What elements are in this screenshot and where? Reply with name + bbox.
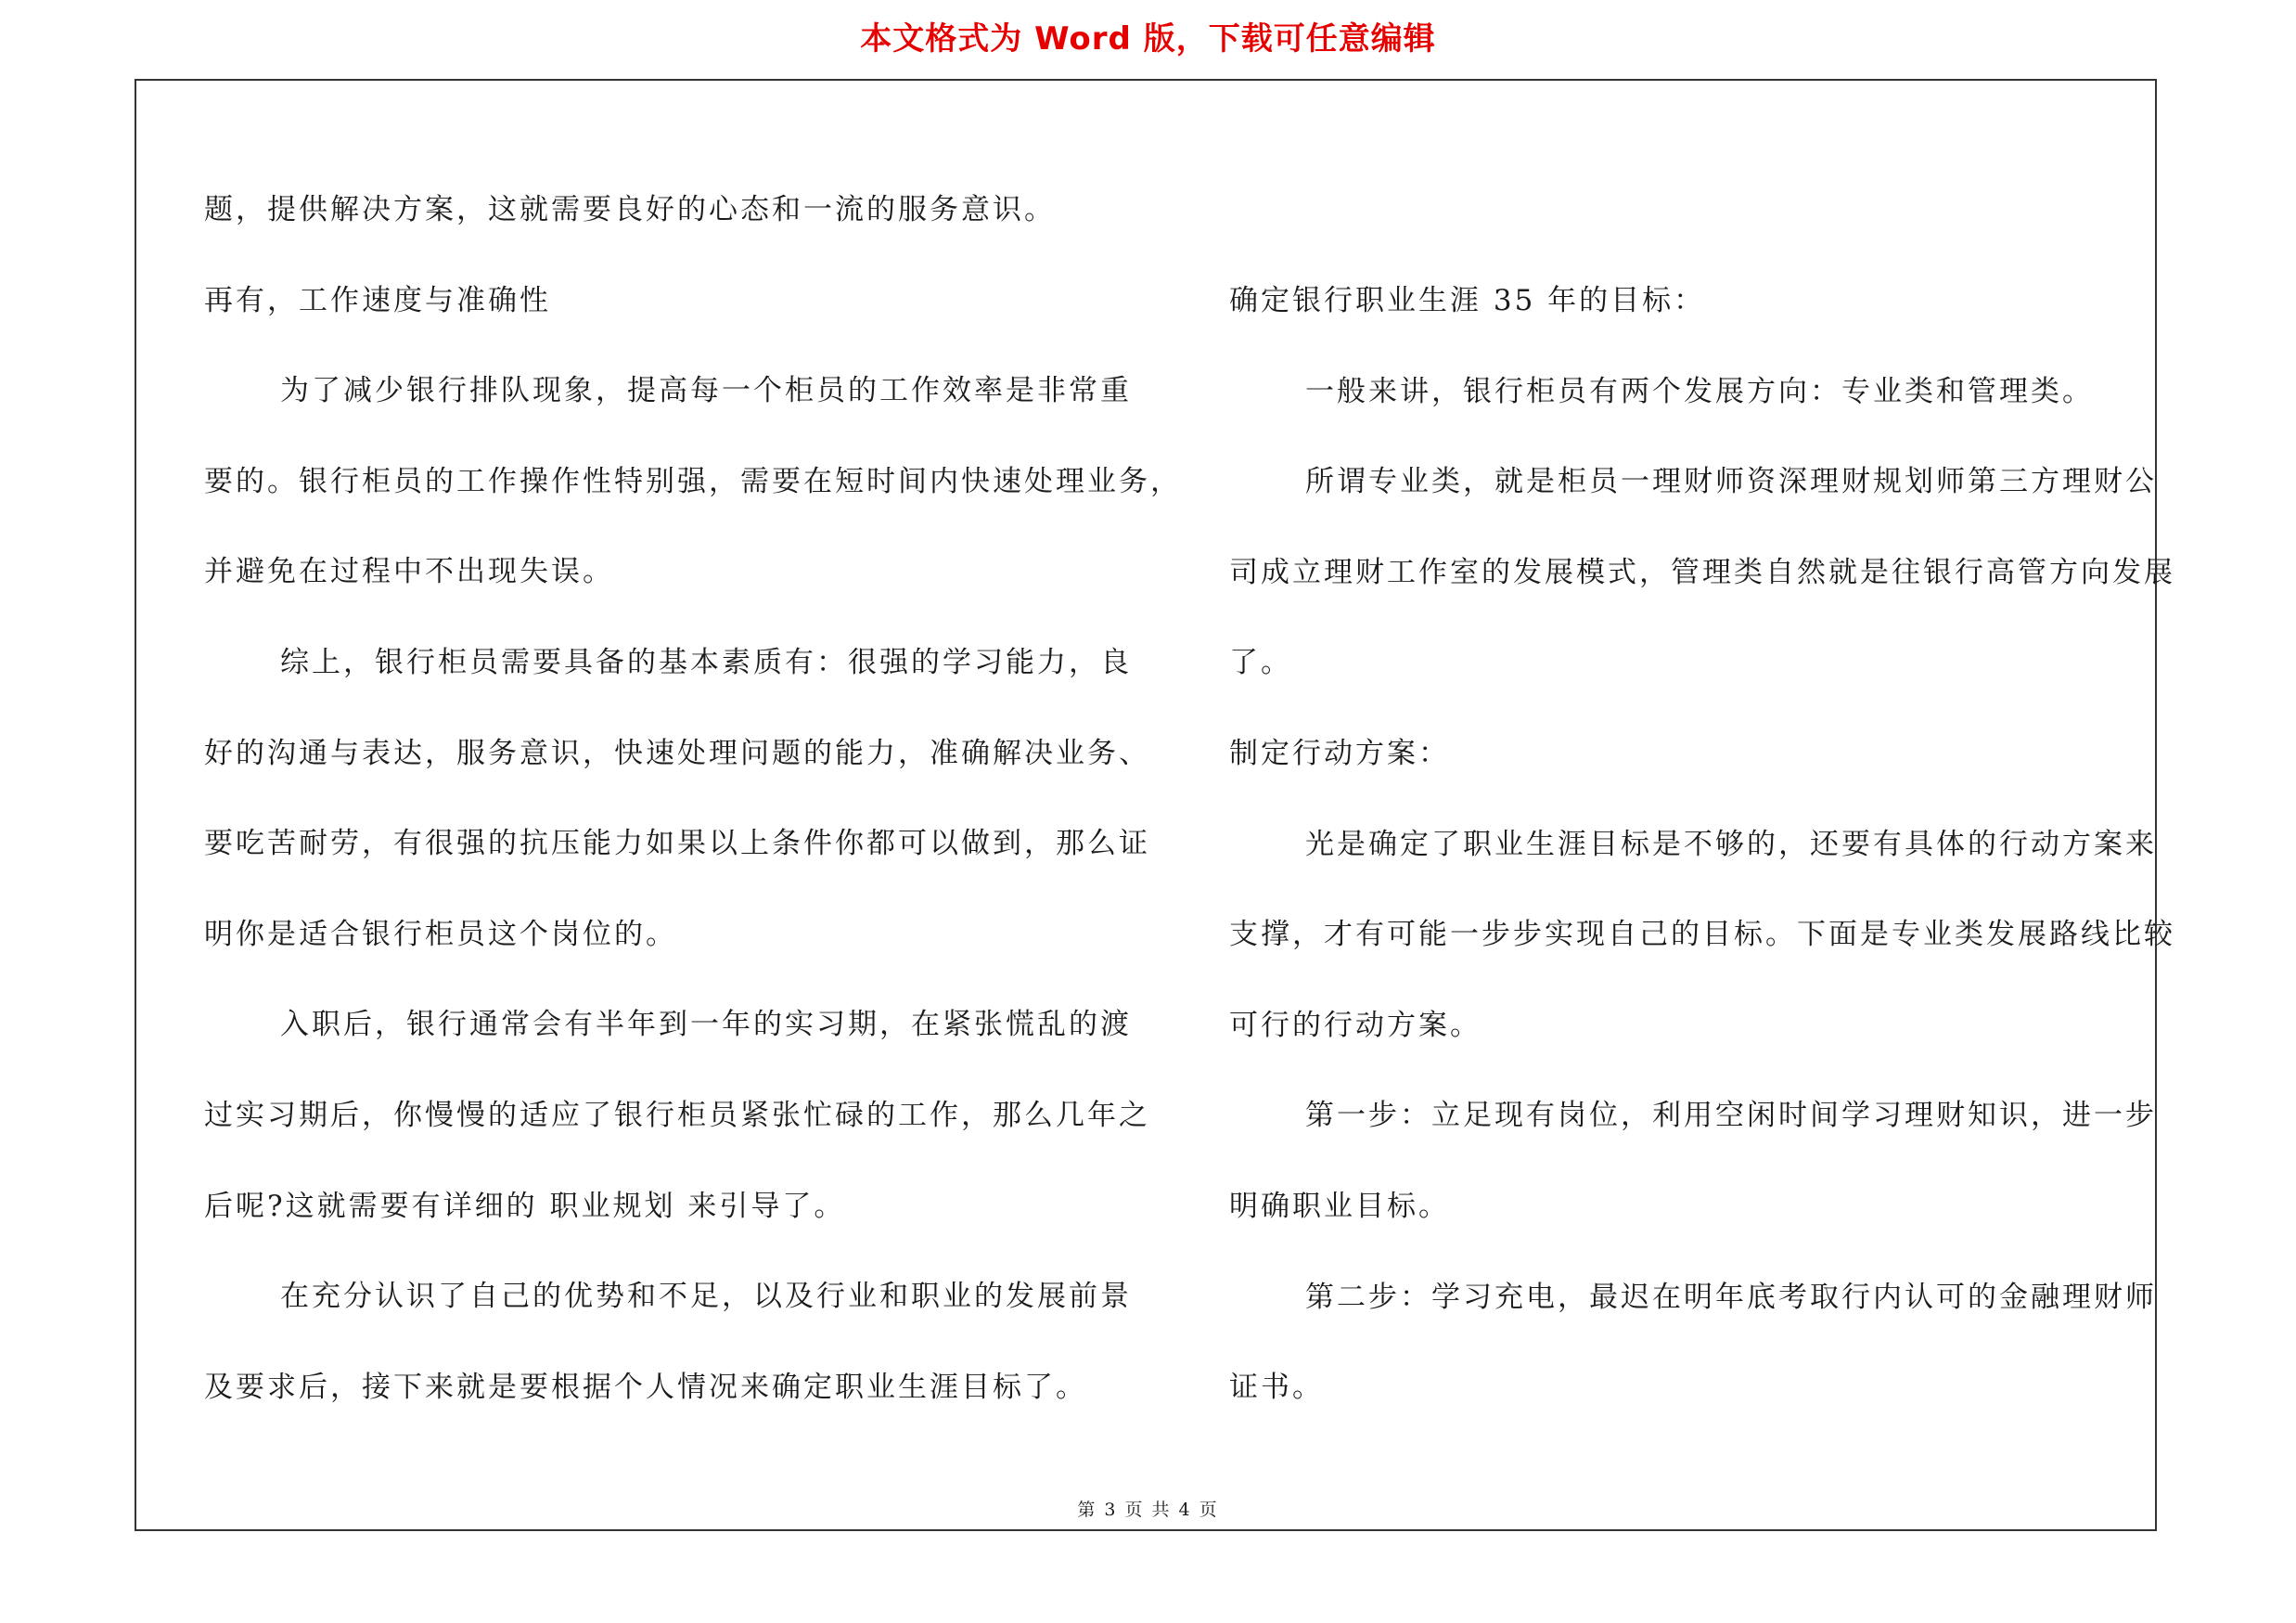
text-line: 了。 bbox=[1229, 646, 1292, 680]
text-line: 入职后，银行通常会有半年到一年的实习期，在紧张慌乱的渡 bbox=[280, 1008, 1132, 1042]
text-line: 再有，工作速度与准确性 bbox=[204, 283, 551, 317]
text-line: 为了减少银行排队现象，提高每一个柜员的工作效率是非常重 bbox=[280, 374, 1132, 408]
text-line: 在充分认识了自己的优势和不足，以及行业和职业的发展前景 bbox=[280, 1280, 1132, 1314]
text-line: 第一步：立足现有岗位，利用空闲时间学习理财知识，进一步 bbox=[1305, 1099, 2157, 1133]
text-line: 过实习期后，你慢慢的适应了银行柜员紧张忙碌的工作，那么几年之 bbox=[204, 1099, 1150, 1132]
document-header-banner: 本文格式为 Word 版，下载可任意编辑 bbox=[860, 20, 1436, 58]
text-line: 明确职业目标。 bbox=[1229, 1190, 1450, 1223]
text-line: 确定银行职业生涯 35 年的目标： bbox=[1229, 284, 1706, 317]
text-line: 制定行动方案： bbox=[1229, 737, 1450, 770]
text-line: 所谓专业类，就是柜员一理财师资深理财规划师第三方理财公 bbox=[1305, 465, 2157, 499]
text-line: 司成立理财工作室的发展模式，管理类自然就是往银行高管方向发展 bbox=[1229, 555, 2175, 589]
text-line: 及要求后，接下来就是要根据个人情况来确定职业生涯目标了。 bbox=[204, 1370, 1087, 1404]
text-line: 第二步：学习充电，最迟在明年底考取行内认可的金融理财师 bbox=[1305, 1280, 2157, 1314]
text-line: 证书。 bbox=[1229, 1371, 1324, 1405]
text-line: 可行的行动方案。 bbox=[1229, 1008, 1481, 1042]
text-line: 明你是适合银行柜员这个岗位的。 bbox=[204, 917, 677, 951]
text-line: 好的沟通与表达，服务意识，快速处理问题的能力，准确解决业务、 bbox=[204, 736, 1150, 770]
text-line: 并避免在过程中不出现失误。 bbox=[204, 555, 614, 589]
text-line: 一般来讲，银行柜员有两个发展方向：专业类和管理类。 bbox=[1305, 374, 2094, 408]
page-number-footer: 第 3 页 共 4 页 bbox=[1077, 1500, 1219, 1520]
text-line: 综上，银行柜员需要具备的基本素质有：很强的学习能力，良 bbox=[280, 646, 1132, 679]
text-line: 支撑，才有可能一步步实现自己的目标。下面是专业类发展路线比较 bbox=[1229, 918, 2175, 952]
text-line: 后呢?这就需要有详细的 职业规划 来引导了。 bbox=[204, 1189, 846, 1223]
text-line: 题，提供解决方案，这就需要良好的心态和一流的服务意识。 bbox=[204, 193, 1056, 226]
text-line: 要的。银行柜员的工作操作性特别强，需要在短时间内快速处理业务， bbox=[204, 464, 1182, 498]
text-line: 光是确定了职业生涯目标是不够的，还要有具体的行动方案来 bbox=[1305, 827, 2157, 861]
text-line: 要吃苦耐劳，有很强的抗压能力如果以上条件你都可以做到，那么证 bbox=[204, 827, 1150, 861]
